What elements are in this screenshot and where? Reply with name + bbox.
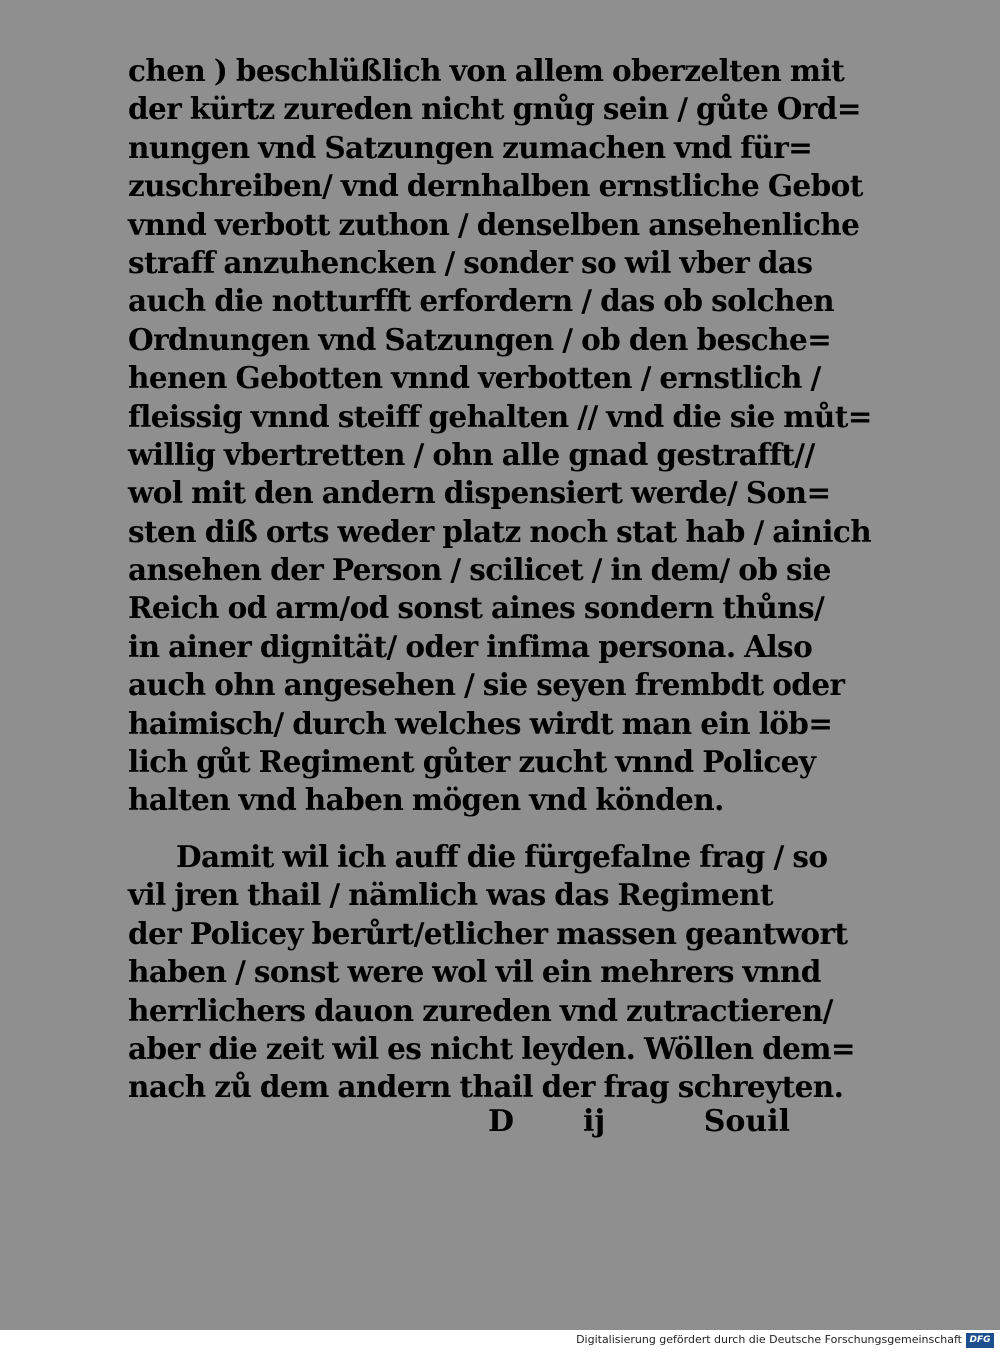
text-line: auch ohn angesehen / sie seyen frembdt oder — [128, 667, 845, 703]
text-line: lich gůt Regiment gůter zucht vnnd Policey — [128, 744, 816, 780]
text-line: vil jren thail / nämlich was das Regiment — [128, 877, 773, 913]
text-line: haben / sonst were wol vil ein mehrers vnnd — [128, 954, 821, 990]
signature-mark: D — [488, 1104, 515, 1139]
text-line: nungen vnd Satzungen zumachen vnd für= — [128, 129, 813, 165]
text-line: aber die zeit wil es nicht leyden. Wöllen dem= — [128, 1030, 856, 1066]
text-line: ansehen der Person / scilicet / in dem/ ob sie — [128, 552, 831, 588]
signature-number: ij — [583, 1104, 606, 1139]
funding-credit: Digitalisierung gefördert durch die Deutsche Forschungsgemeinschaft — [576, 1333, 962, 1346]
page-footer-marks — [128, 1104, 790, 1144]
paragraph-1 — [128, 52, 872, 820]
text-line: herrlichers dauon zureden vnd zutractieren/ — [128, 992, 833, 1028]
text-line: der kürtz zureden nicht gnůg sein / gůte Ord= — [128, 91, 861, 127]
text-line: Reich od arm/od sonst aines sondern thůns/ — [128, 590, 825, 626]
text-line: henen Gebotten vnnd verbotten / ernstlich / — [128, 360, 821, 396]
text-line: zuschreiben/ vnd dernhalben ernstliche Gebot — [128, 168, 863, 204]
text-line: auch die notturfft erfordern / das ob solchen — [128, 283, 834, 319]
text-line: Damit wil ich auff die fürgefalne frag / so — [176, 839, 828, 874]
text-line: fleissig vnnd steiff gehalten // vnd die sie můt= — [128, 398, 872, 434]
credit-bar — [0, 1330, 1000, 1352]
text-line: vnnd verbott zuthon / denselben ansehenliche — [128, 206, 860, 242]
text-line: der Policey berůrt/etlicher massen geantwort — [128, 915, 848, 951]
dfg-logo: DFG — [966, 1333, 994, 1348]
text-line: wol mit den andern dispensiert werde/ Son= — [128, 475, 831, 511]
text-line: willig vbertretten / ohn alle gnad gestrafft// — [128, 436, 815, 472]
text-line: in ainer dignität/ oder infima persona. Also — [128, 628, 813, 664]
text-line: straff anzuhencken / sonder so wil vber das — [128, 244, 813, 280]
text-line: haimisch/ durch welches wirdt man ein löb= — [128, 705, 833, 741]
text-line: nach zů dem andern thail der frag schreyten. — [128, 1069, 844, 1105]
paragraph-2 — [128, 838, 856, 1107]
text-line: halten vnd haben mögen vnd könden. — [128, 782, 724, 818]
text-line: chen ) beschlüßlich von allem oberzelten mit — [128, 53, 845, 88]
catchword: Souil — [703, 1104, 790, 1139]
text-line: sten diß orts weder platz noch stat hab / ainich — [128, 513, 872, 549]
text-line: Ordnungen vnd Satzungen / ob den besche= — [128, 321, 832, 357]
